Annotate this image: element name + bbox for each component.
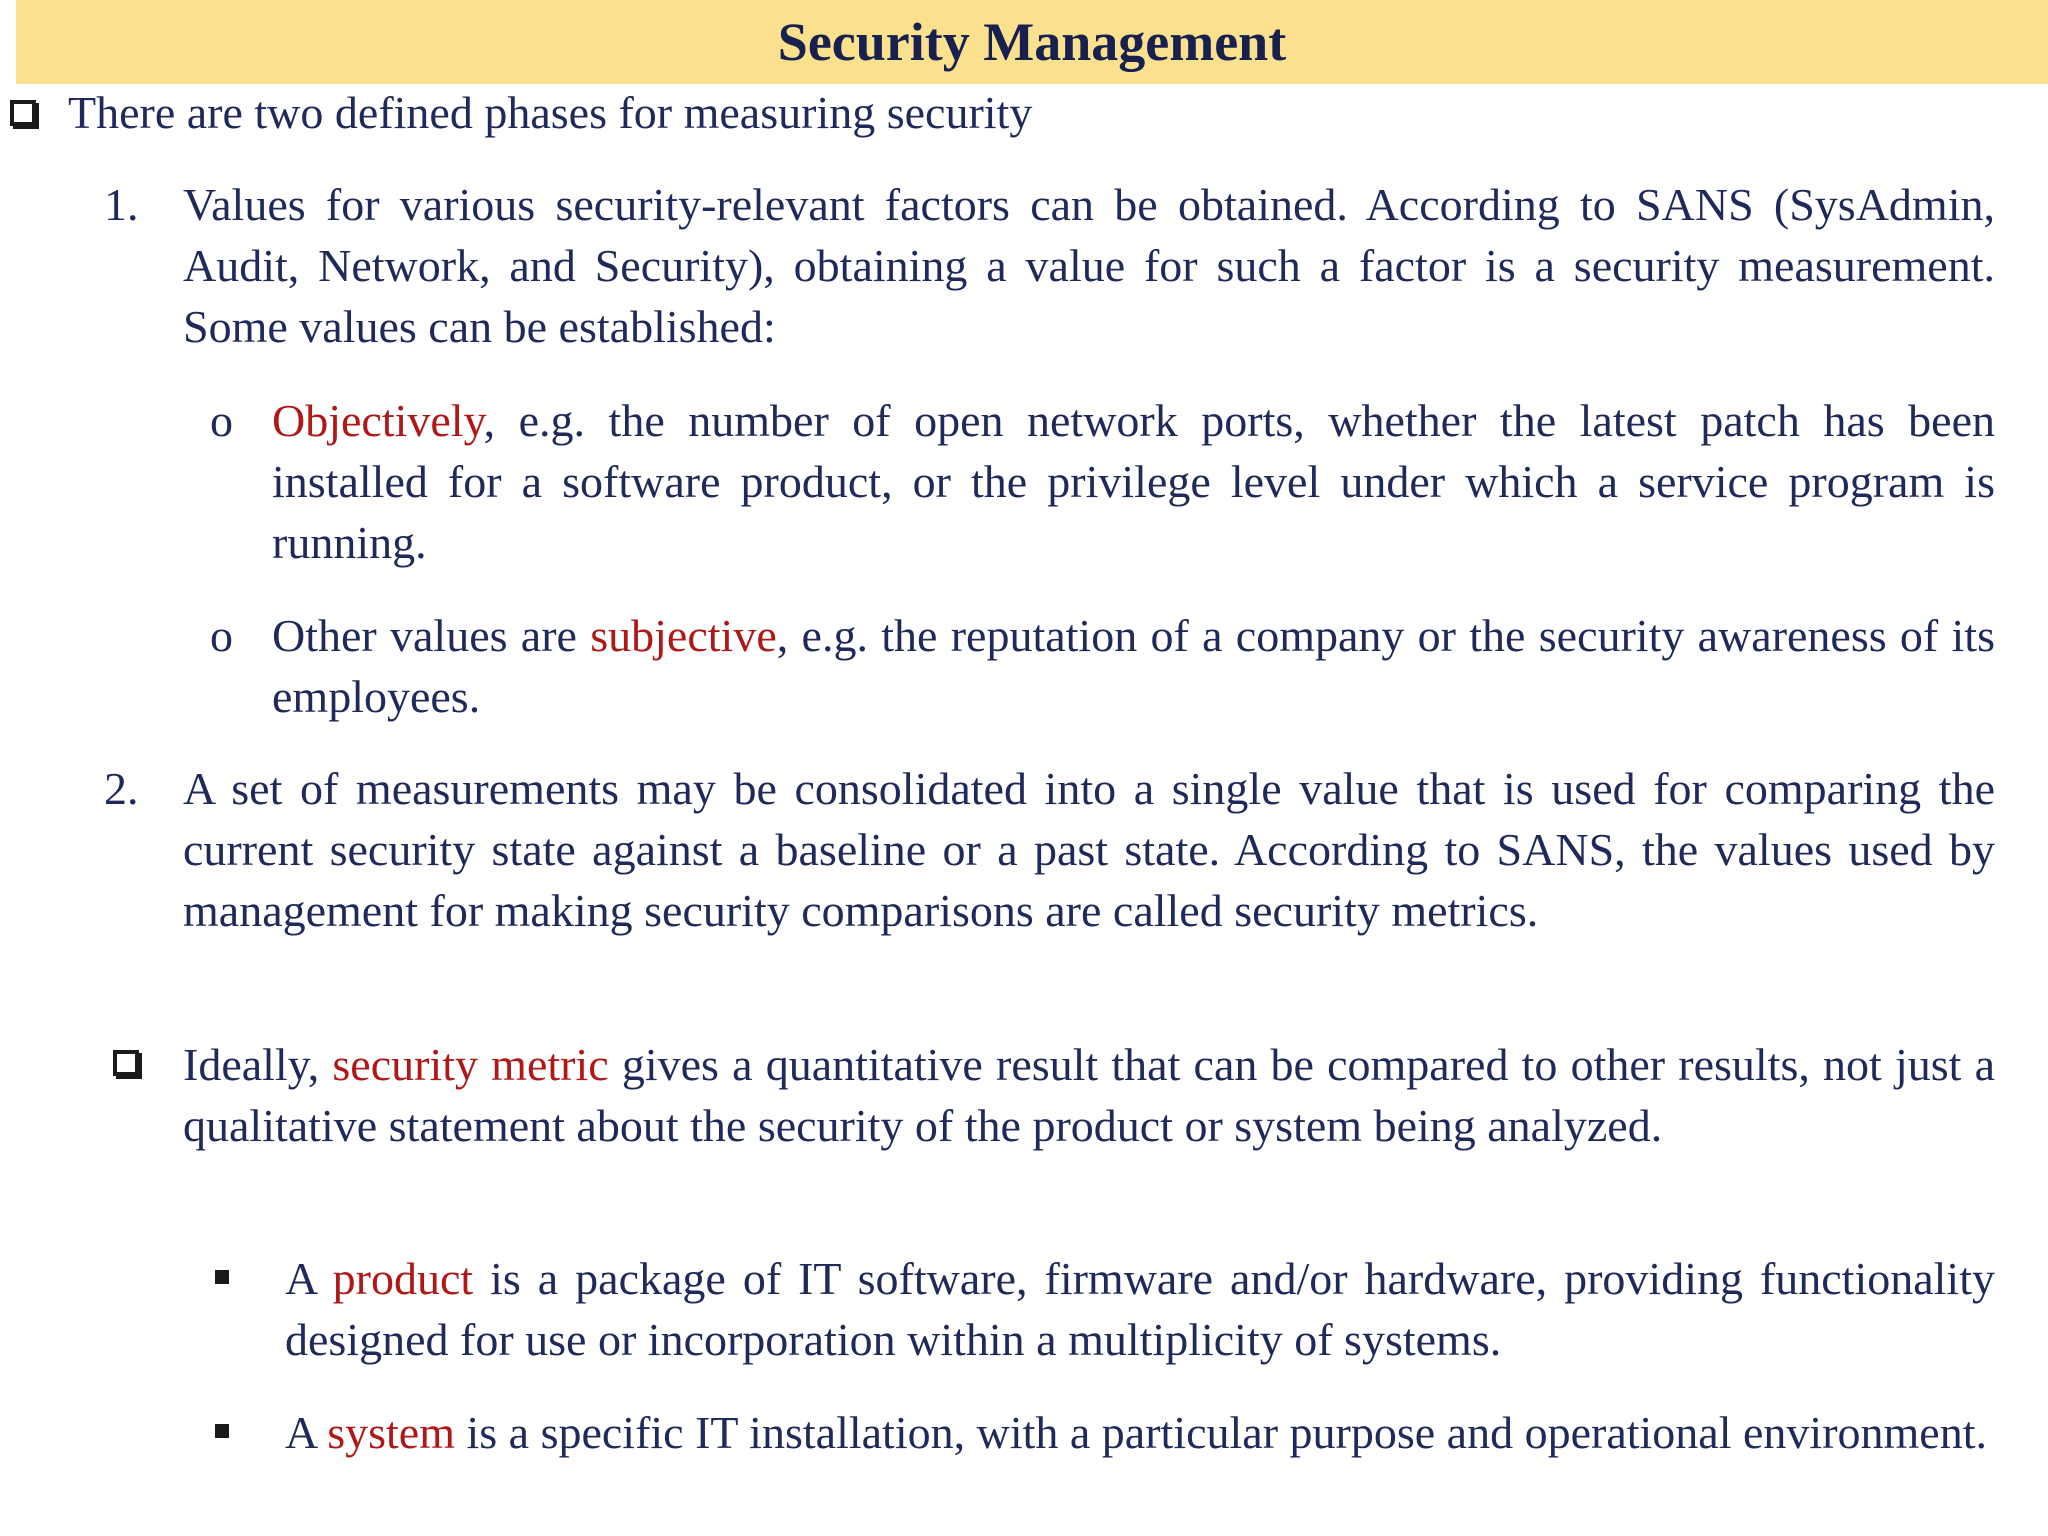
phase-2-number: 2.	[104, 763, 139, 814]
product-highlight: product	[332, 1253, 474, 1304]
square-bullet-icon	[215, 1270, 229, 1284]
system-highlight: system	[327, 1407, 455, 1458]
sub-bullet-1-marker: o	[210, 395, 233, 446]
system-text: A system is a specific IT installation, with a particular purpose and operational environment.	[285, 1407, 1987, 1458]
sub-bullet-2-marker: o	[210, 610, 233, 661]
product-text: A product is a package of IT software, firmware and/or hardware, providing functionality designed for use or incorporation within a multiplicity of systems.	[285, 1253, 1995, 1365]
objectively-highlight: Objectively	[272, 395, 484, 446]
checkbox-bullet-icon	[10, 100, 36, 126]
intro-text: There are two defined phases for measuring security	[68, 87, 1033, 138]
sub-bullet-2-text: Other values are subjective, e.g. the reputation of a company or the security awareness of its employees.	[272, 610, 1995, 722]
security-metric-highlight: security metric	[332, 1039, 609, 1090]
phase-2-text: A set of measurements may be consolidated into a single value that is used for comparing the current security state against a baseline or a past state. According to SANS, the values used by management for making security comparisons are called security metrics.	[183, 763, 1995, 936]
sub-bullet-1-text: Objectively, e.g. the number of open network ports, whether the latest patch has been installed for a software product, or the privilege level under which a service program is running.	[272, 395, 1995, 568]
subjective-highlight: subjective	[590, 610, 777, 661]
title-bar	[16, 0, 2048, 84]
checkbox-bullet-icon	[113, 1050, 139, 1076]
phase-1-text: Values for various security-relevant factors can be obtained. According to SANS (SysAdmin, Audit, Network, and Security), obtaining a value for such a factor is a security measurement. Some values can be established:	[183, 179, 1995, 352]
square-bullet-icon	[215, 1424, 229, 1438]
page-title: Security Management	[777, 12, 1287, 72]
ideal-text: Ideally, security metric gives a quantitative result that can be compared to other results, not just a qualitative statement about the security of the product or system being analyzed.	[183, 1039, 1996, 1151]
phase-1-number: 1.	[104, 179, 139, 230]
